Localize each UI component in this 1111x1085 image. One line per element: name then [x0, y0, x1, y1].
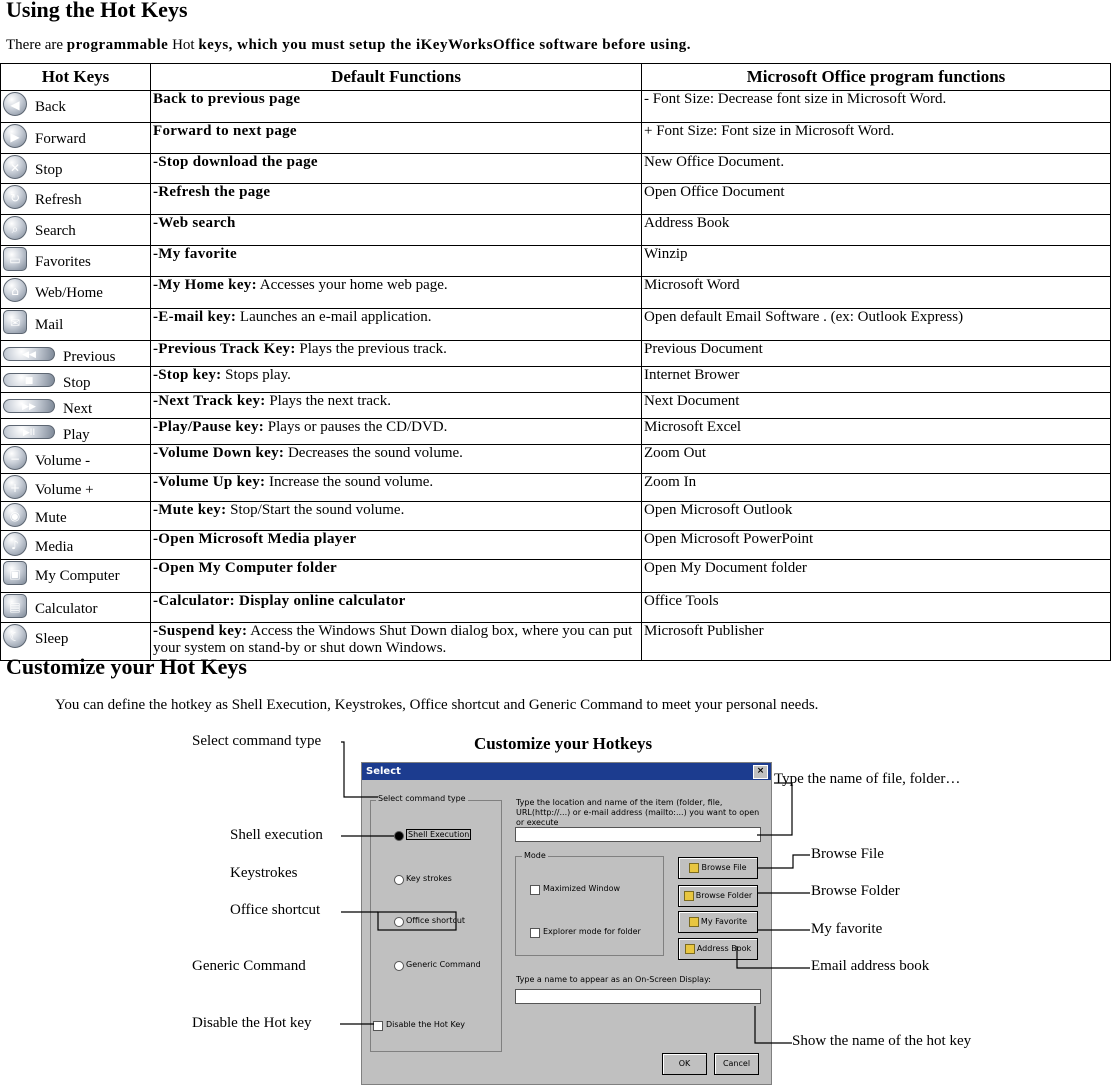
back-arrow-icon: ◀ [3, 92, 27, 116]
office-function-cell: Microsoft Word [642, 277, 1111, 309]
callout-browse-file: Browse File [811, 846, 884, 862]
function-name: -Web search [153, 215, 236, 231]
office-function-cell: New Office Document. [642, 154, 1111, 184]
line-type-name [757, 783, 792, 835]
refresh-icon: ↻ [3, 185, 27, 209]
function-description: Plays the next track. [265, 393, 391, 409]
maximized-window-label: Maximized Window [543, 884, 621, 893]
callout-browse-folder: Browse Folder [811, 883, 900, 899]
office-function-cell: Open Microsoft Outlook [642, 502, 1111, 531]
function-name: -Mute key: [153, 502, 227, 518]
mode-label: Mode [524, 851, 546, 860]
hot-key-label: Favorites [35, 254, 91, 270]
function-name: -Next Track key: [153, 393, 266, 409]
callout-email-address-book: Email address book [811, 958, 930, 974]
line-browse-file [757, 855, 810, 868]
search-icon: ⌕ [3, 216, 27, 240]
function-name: Back to previous page [153, 91, 301, 107]
explorer-mode-label: Explorer mode for folder [543, 927, 641, 936]
function-name: -Stop key: [153, 367, 222, 383]
line-email-address-book [737, 946, 810, 968]
function-description: Decreases the sound volume. [284, 445, 463, 461]
hot-key-label: Sleep [35, 631, 69, 647]
hot-key-label: Mail [35, 317, 64, 333]
col-header-hot-keys: Hot Keys [1, 64, 151, 91]
previous-track-icon: ◀◀ [3, 347, 55, 361]
office-function-cell: Open default Email Software . (ex: Outlook Express) [642, 309, 1111, 341]
media-icon: ♪ [3, 532, 27, 556]
stop-icon: ✕ [3, 155, 27, 179]
hot-key-label: Search [35, 223, 76, 239]
disable-hot-key-label: Disable the Hot Key [386, 1020, 465, 1029]
browse-folder-button[interactable]: Browse Folder [678, 885, 758, 907]
office-function-cell: Internet Brower [642, 367, 1111, 393]
office-function-cell: Office Tools [642, 593, 1111, 623]
office-function-cell: Open Microsoft PowerPoint [642, 531, 1111, 560]
radio-label-keystrokes: Key strokes [406, 874, 452, 883]
hot-key-label: Refresh [35, 192, 82, 208]
function-name: -My Home key: [153, 277, 257, 293]
radio-label-office: Office shortcut [406, 916, 466, 925]
line-show-name [755, 1006, 792, 1043]
function-description: Launches an e-mail application. [236, 309, 432, 325]
office-function-cell: Open My Document folder [642, 560, 1111, 593]
function-description: Access the Windows Shut Down dialog box, where you can put your system on stand-by or shut down Windows. [153, 623, 633, 656]
callout-show-name: Show the name of the hot key [792, 1033, 972, 1049]
office-function-cell: Microsoft Excel [642, 419, 1111, 445]
office-function-cell: Microsoft Publisher [642, 623, 1111, 661]
forward-arrow-icon: ▶ [3, 124, 27, 148]
function-description: Stop/Start the sound volume. [226, 502, 405, 518]
callout-generic-command: Generic Command [192, 958, 306, 974]
hot-key-label: Play [63, 427, 90, 443]
radio-label-generic: Generic Command [406, 960, 481, 969]
function-name: -Play/Pause key: [153, 419, 265, 435]
function-name: -Calculator: Display online calculator [153, 593, 406, 609]
sleep-icon: ☾ [3, 624, 27, 648]
hot-key-label: Stop [35, 162, 63, 178]
mute-icon: ◉ [3, 503, 27, 527]
function-name: -Open Microsoft Media player [153, 531, 357, 547]
callout-shell-execution: Shell execution [230, 827, 323, 843]
function-name: -Volume Down key: [153, 445, 285, 461]
hot-key-label: Volume + [35, 482, 94, 498]
function-name: Forward to next page [153, 123, 297, 139]
hot-key-label: Previous [63, 349, 116, 365]
function-description: Plays or pauses the CD/DVD. [264, 419, 448, 435]
office-function-cell: - Font Size: Decrease font size in Microsoft Word. [642, 91, 1111, 123]
play-pause-icon: ▶II [3, 425, 55, 439]
hot-key-label: Stop [63, 375, 91, 391]
function-name: -My favorite [153, 246, 237, 262]
callout-keystrokes: Keystrokes [230, 865, 298, 881]
callout-select-command-type: Select command type [192, 733, 322, 749]
address-book-button[interactable]: Address Book [678, 938, 758, 960]
function-name: -Previous Track Key: [153, 341, 296, 357]
location-prompt: Type the location and name of the item (folder, file, URL(http://...) or e-mail address (mailto:...) you want to open or execute [516, 798, 760, 827]
figure-title: Customize your Hotkeys [474, 734, 653, 753]
intro-text: There are programmable Hot keys, which you must setup the iKeyWorksOffice software before using. [6, 37, 692, 53]
function-name: -Refresh the page [153, 184, 271, 200]
office-shortcut-highlight [378, 912, 456, 930]
line-select-command-type [341, 742, 378, 797]
callout-disable-hot-key: Disable the Hot key [192, 1015, 312, 1031]
customize-text: You can define the hotkey as Shell Execution, Keystrokes, Office shortcut and Generic Command to meet your personal needs. [55, 697, 819, 713]
function-name: -Open My Computer folder [153, 560, 337, 576]
col-header-default-functions: Default Functions [151, 64, 642, 91]
command-type-group-label: Select command type [378, 794, 466, 803]
office-function-cell: Winzip [642, 246, 1111, 277]
hot-key-label: My Computer [35, 568, 120, 584]
callout-type-name: Type the name of file, folder… [774, 771, 961, 787]
next-track-icon: ▶▶ [3, 399, 55, 413]
function-name: -Volume Up key: [153, 474, 266, 490]
callout-office-shortcut: Office shortcut [230, 902, 321, 918]
office-function-cell: Open Office Document [642, 184, 1111, 215]
function-name: -Suspend key: [153, 623, 248, 639]
col-header-office-functions: Microsoft Office program functions [642, 64, 1111, 91]
function-name: -Stop download the page [153, 154, 318, 170]
function-description: Stops play. [221, 367, 291, 383]
close-icon[interactable]: × [753, 765, 768, 779]
function-name: -E-mail key: [153, 309, 237, 325]
stop-play-icon: ■ [3, 373, 55, 387]
ok-button[interactable]: OK [662, 1053, 707, 1075]
hot-key-label: Next [63, 401, 93, 417]
calculator-icon: ▤ [3, 594, 27, 618]
hot-key-label: Calculator [35, 601, 98, 617]
page-title: Using the Hot Keys [6, 0, 188, 22]
display-prompt: Type a name to appear as an On-Screen Display: [516, 975, 711, 984]
customize-heading: Customize your Hot Keys [6, 654, 247, 679]
mail-icon: ✉ [3, 310, 27, 334]
office-function-cell: Address Book [642, 215, 1111, 246]
callout-my-favorite: My favorite [811, 921, 883, 937]
function-description: Accesses your home web page. [256, 277, 448, 293]
radio-label-shell: Shell Execution [408, 830, 470, 839]
office-function-cell: Previous Document [642, 341, 1111, 367]
volume-up-icon: + [3, 475, 27, 499]
office-function-cell: + Font Size: Font size in Microsoft Word. [642, 123, 1111, 154]
hot-key-label: Forward [35, 131, 86, 147]
hot-key-label: Web/Home [35, 285, 103, 301]
function-description: Increase the sound volume. [265, 474, 434, 490]
hot-key-label: Back [35, 99, 66, 115]
favorites-icon: ▭ [3, 247, 27, 271]
my-favorite-button[interactable]: My Favorite [678, 911, 758, 933]
function-description: Plays the previous track. [295, 341, 447, 357]
office-function-cell: Next Document [642, 393, 1111, 419]
office-function-cell: Zoom Out [642, 445, 1111, 474]
home-icon: ⌂ [3, 278, 27, 302]
volume-down-icon: − [3, 446, 27, 470]
cancel-button[interactable]: Cancel [714, 1053, 759, 1075]
hot-key-label: Volume - [35, 453, 91, 469]
dialog-title: Select [366, 766, 401, 777]
office-function-cell: Zoom In [642, 474, 1111, 502]
hot-key-label: Mute [35, 510, 67, 526]
my-computer-icon: ▣ [3, 561, 27, 585]
hot-key-label: Media [35, 539, 74, 555]
browse-file-button[interactable]: Browse File [678, 857, 758, 879]
